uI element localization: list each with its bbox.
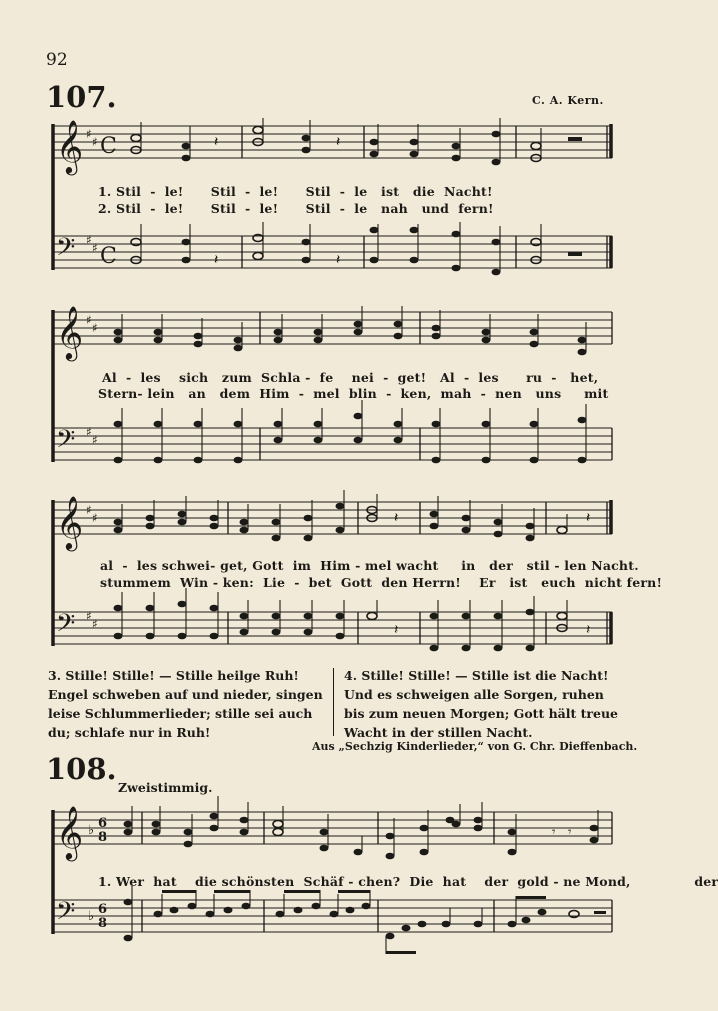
svg-text:♭: ♭ [88,909,95,924]
hymn-108-verse-1: 1. Wer hat die schönsten Schäf - chen? Die hat der gold - ne Mond, der [98,874,718,889]
svg-text:♯: ♯ [86,313,92,327]
svg-text:𝄢: 𝄢 [56,897,76,932]
svg-text:♯: ♯ [92,433,98,447]
svg-text:𝄽: 𝄽 [394,622,399,638]
svg-text:♯: ♯ [86,425,92,439]
svg-text:♯: ♯ [92,135,98,149]
hymn-107-composer: C. A. Kern. [532,94,604,107]
svg-text:𝄾: 𝄾 [568,825,572,840]
hymn-107-source: Aus „Sechzig Kinderlieder,“ von G. Chr. Dieffenbach. [312,740,638,753]
svg-text:𝄽: 𝄽 [394,510,399,526]
svg-text:8: 8 [98,830,108,845]
hymn-107-number: 107. [46,80,117,114]
svg-text:𝄢: 𝄢 [56,425,76,460]
hymn-107-system-1-verse-2: 2. Stil - le! Stil - le! Stil - le nah und fern! [98,201,494,216]
svg-text:♭: ♭ [88,823,95,838]
svg-text:♯: ♯ [92,321,98,335]
svg-text:𝄞: 𝄞 [56,495,84,549]
svg-text:𝄢: 𝄢 [56,609,76,644]
hymn-107-system-2-score [46,300,616,470]
svg-text:𝄞: 𝄞 [56,305,84,359]
svg-text:𝄞: 𝄞 [56,805,84,859]
svg-text:C: C [100,244,117,269]
hymn-107-system-2-verse-2: Stern- lein an dem Him - mel blin - ken, mah - nen uns mit [98,386,609,401]
hymn-107-stanza-4: 4. Stille! Stille! — Stille ist die Nacht! Und es schweigen alle Sorgen, ruhen bis zum neuen Morgen; Gott hält treue Wacht in der stillen Nacht. [344,668,618,740]
svg-text:𝄽: 𝄽 [214,134,219,150]
hymn-107-system-3-verse-1: al - les schwei- get, Gott im Him - mel wacht in der stil - len Nacht. [100,558,639,573]
hymn-107-system-1-verse-1: 1. Stil - le! Stil - le! Stil - le ist die Nacht! [98,184,493,199]
svg-text:♯: ♯ [86,233,92,247]
common-time-icon: C [100,134,117,159]
svg-text:𝄽: 𝄽 [214,252,219,268]
hymn-108-heading: Zweistimmig. [118,780,213,795]
page-number: 92 [46,50,68,70]
treble-clef-icon: 𝄞 [56,119,84,173]
svg-text:♯: ♯ [86,127,92,141]
svg-text:♯: ♯ [86,503,92,517]
svg-text:♯: ♯ [92,617,98,631]
hymn-107-system-3-verse-2: stummem Win - ken: Lie - bet Gott den Herrn! Er ist euch nicht fern! [100,575,663,590]
svg-text:𝄾: 𝄾 [552,825,556,840]
svg-text:𝄽: 𝄽 [336,252,341,268]
svg-text:𝄽: 𝄽 [586,622,591,638]
svg-text:8: 8 [98,916,108,931]
stanza-divider [333,668,334,736]
svg-text:6: 6 [98,902,108,917]
svg-text:♯: ♯ [92,511,98,525]
hymn-107-stanza-3: 3. Stille! Stille! — Stille heilge Ruh! Engel schweben auf und nieder, singen leise Schlummerlieder; stille sei auch du; schlafe nur in Ruh! [48,668,323,740]
bass-clef-icon: 𝄢 [56,233,76,268]
svg-text:♯: ♯ [92,241,98,255]
svg-text:𝄽: 𝄽 [586,510,591,526]
svg-text:♯: ♯ [86,609,92,623]
hymn-107-system-2-verse-1: Al - les sich zum Schla - fe nei - get! Al - les ru - het, [102,370,599,385]
hymn-108-number: 108. [46,752,117,786]
svg-text:𝄽: 𝄽 [336,134,341,150]
svg-text:6: 6 [98,816,108,831]
